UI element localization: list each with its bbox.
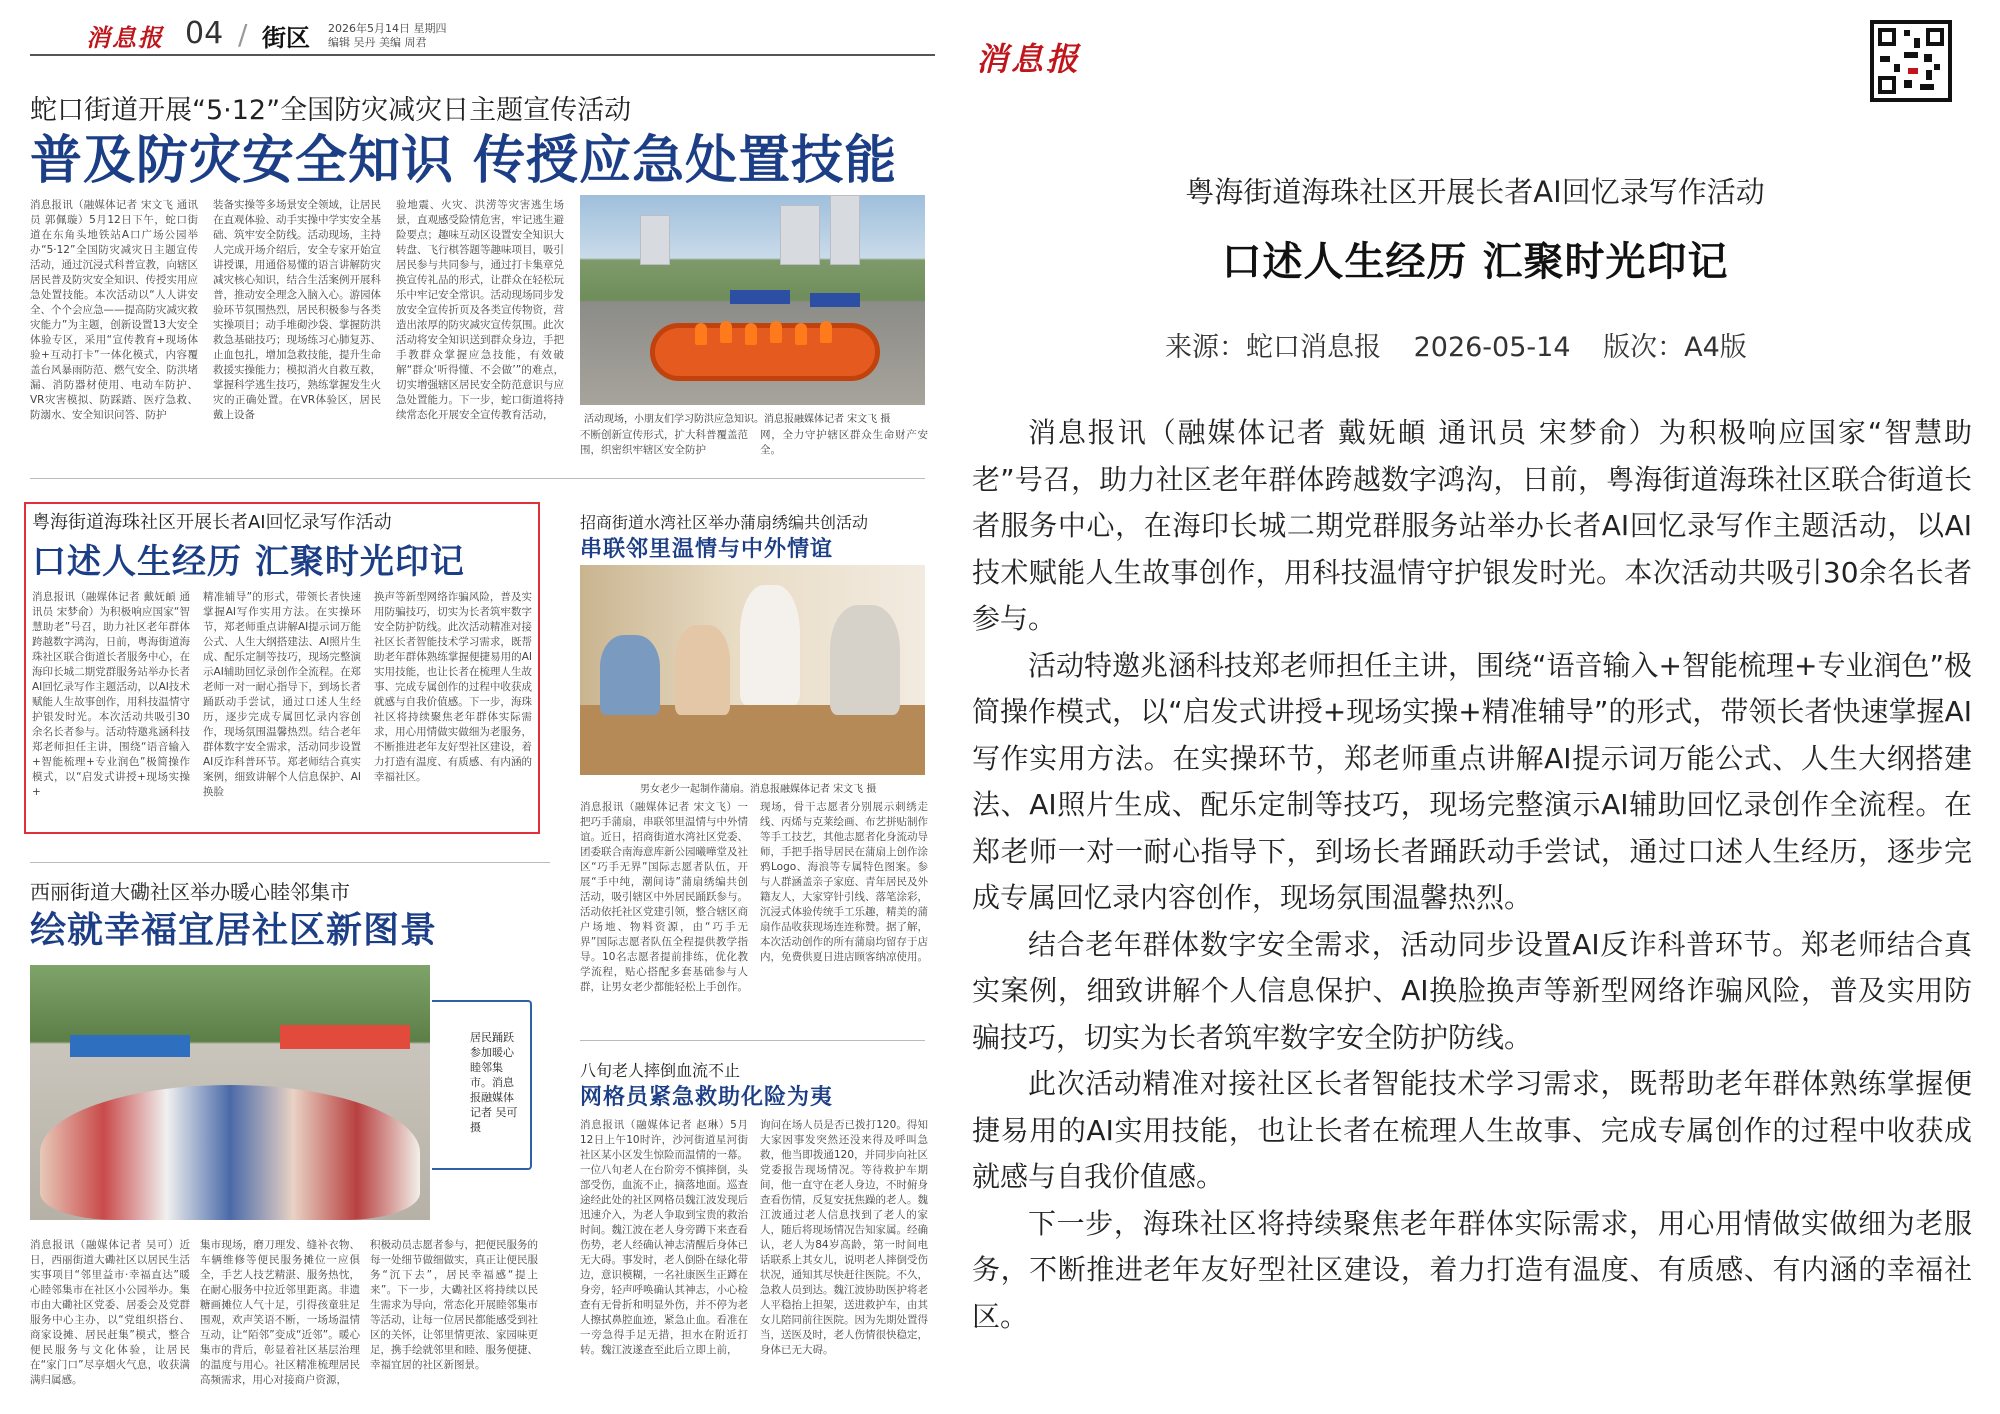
paper-logo: 消息报 (86, 23, 164, 52)
xili-photo-market[interactable] (30, 965, 430, 1220)
lead-column-3: 验地震、火灾、洪涝等灾害逃生场景，直观感受险情危害，牢记逃生避险要点；趣味互动区设置安全知识大转盘、飞行棋答题等趣味项目，吸引居民参与共同参与，通过打卡集章兑换宣传礼品的形式，让群众在轻松玩乐中牢记安全常识。活动现场同步发放安全宣传折页及各类宣传物资，营造出浓厚的防灾减灾宣传氛围。此次活动将安全知识送到群众身边，手把手教群众掌握应急技能，有效破解“群众‘听得懂、不会做’”的难点，切实增强辖区居民安全防范意识与应急处置能力。下一步，蛇口街道将持续常态化开展安全宣传教育活动， (396, 199, 564, 421)
elder-column-2: 询问在场人员是否已拨打120。得知大家因事发突然还没来得及呼叫急救，他当即拨通120，并同步向社区党委报告现场情况。等待救护车期间，他一直守在老人身边，不时俯身查看伤情，反复安抚焦躁的老人。魏江波通过老人信息找到了老人的家人，随后将现场情况告知家属。经确认，老人为84岁高龄，第一时间电话联系上其女儿，说明老人摔倒受伤状况，通知其尽快赶往医院。不久，急救人员到达。魏江波协助医护将老人平稳抬上担架，送进救护车，由其女儿陪同前往医院。因为先期处置得当，送医及时，老人伤情很快稳定，身体已无大碍。 (760, 1119, 928, 1356)
article-meta (1165, 325, 1771, 364)
qr-code-icon[interactable] (1870, 20, 1952, 102)
elder-headline[interactable]: 网格员紧急救助化险为夷 (580, 1084, 834, 1110)
section-name: 街区 (262, 23, 310, 52)
article-kicker: 粤海街道海珠社区开展长者AI回忆录写作活动 (1185, 175, 1765, 209)
fan-headline[interactable]: 串联邻里温情与中外情谊 (580, 536, 834, 562)
fan-kicker: 招商街道水湾社区举办蒲扇绣编共创活动 (580, 513, 869, 532)
article-paragraph: 下一步，海珠社区将持续聚焦老年群体实际需求，用心用情做实做细为老服务，不断推进老年友好型社区建设，着力打造有温度、有质感、有内涵的幸福社区。 (972, 1206, 1972, 1333)
article-body (972, 410, 1972, 1340)
fan-column-2: 现场，骨干志愿者分别展示刺绣走线、丙烯与克莱绘画、布艺拼贴制作等手工技艺，其他志愿者化身流动导师，手把手指导居民在蒲扇上创作涂鸦Logo、海浪等专属特色图案。参与人群涵盖亲子家庭、青年居民及外籍友人，大家穿针引线、落笔涂彩，沉浸式体验传统手工乐趣，精美的蒲扇作品收获现场连连称赞。据了解，本次活动创作的所有蒲扇均留存于店内，免费供夏日进店顾客纳凉使用。 (760, 801, 928, 963)
divider (580, 1040, 925, 1041)
issue-date: 2026年5月14日 星期四 (328, 22, 447, 35)
article-date: 2026-05-14 (1413, 332, 1571, 363)
lead-tail-1: 不断创新宣传形式，扩大科普覆盖范围，织密织牢辖区安全防护 (580, 429, 748, 456)
article-paragraph: 消息报讯（融媒体记者 戴妩頔 通讯员 宋梦俞）为积极响应国家“智慧助老”号召，助力社区老年群体跨越数字鸿沟，日前，粤海街道海珠社区联合街道长者服务中心，在海印长城二期党群服务站举办长者AI回忆录写作主题活动，以AI技术赋能人生故事创作，用科技温情守护银发时光。本次活动共吸引30余名长者参与。 (972, 416, 1972, 635)
xili-column-2: 集市现场，磨刀理发、缝补衣物、车辆维修等便民服务摊位一应俱全，手艺人技艺精湛、服务热忱，在耐心服务中拉近邻里距离。非遗糖画摊位人气十足，引得孩童驻足围观，欢声笑语不断，一场场温情互动，让“陌邻”变成“近邻”。暖心集市的背后，彰显着社区基层治理的温度与用心。社区精准梳理居民高频需求，用心对接商户资源， (200, 1239, 360, 1386)
lead-column-1: 消息报讯（融媒体记者 宋文飞 通讯员 郭佩璇）5月12日下午，蛇口街道在东角头地铁站A口广场公园举办“5·12”全国防灾减灾日主题宣传活动，通过沉浸式科普宣教，向辖区居民普及防灾安全知识、传授实用应急处置技能。本次活动以“人人讲安全、个个会应急——提高防灾减灾救灾能力”为主题，创新设置13大安全体验专区，采用“宣传教育+现场体验+互动打卡”一体化模式，内容覆盖台风暴雨防范、燃气安全、防洪堵漏、消防器材使用、电动车防护、VR灾害模拟、防踩踏、医疗急救、防溺水、安全知识问答、防护 (30, 199, 198, 421)
article-title: 口述人生经历 汇聚时光印记 (1221, 239, 1729, 285)
fan-column-1: 消息报讯（融媒体记者 宋文飞）一把巧手蒲扇，串联邻里温情与中外情谊。近日，招商街道水湾社区党委、团委联合南海意库新公园曦嘩堂及社区“巧手无界”国际志愿者队伍，开展“手中纯，潮间诗”蒲扇绣编共创活动，吸引辖区中外居民踊跃参与。活动依托社区党建引领，整合辖区商户场地、物料资源，由“巧手无界”国际志愿者队伍全程提供教学指导。10名志愿者提前排练，优化教学流程，贴心搭配多套基础参与人群，让男女老少都能轻松上手创作。 (580, 801, 748, 993)
issue-editors: 编辑 吴丹 美编 周君 (328, 36, 427, 49)
xili-photo-caption: 居民踊跃参加暖心睦邻集市。消息报融媒体记者 吴可 摄 (470, 1031, 518, 1134)
page-masthead (30, 16, 935, 56)
fan-photo-workshop[interactable] (580, 565, 925, 775)
fan-photo-caption: 男女老少一起制作蒲扇。消息报融媒体记者 宋文飞 摄 (640, 784, 877, 795)
article-paragraph: 结合老年群体数字安全需求，活动同步设置AI反诈科普环节。郑老师结合真实案例，细致讲解个人信息保护、AI换脸换声等新型网络诈骗风险，普及实用防骗技巧，切实为长者筑牢数字安全防护防线。 (972, 927, 1972, 1054)
xili-headline[interactable]: 绘就幸福宜居社区新图景 (30, 909, 438, 951)
divider (30, 862, 550, 863)
lead-headline[interactable]: 普及防灾安全知识 传授应急处置技能 (30, 130, 898, 191)
page-number: 04 (185, 16, 224, 51)
boxed-column-1: 消息报讯（融媒体记者 戴妩頔 通讯员 宋梦俞）为积极响应国家“智慧助老”号召，助力社区老年群体跨越数字鸿沟，日前，粤海街道海珠社区联合街道长者服务中心，在海印长城二期党群服务站举办长者AI回忆录写作主题活动，以AI技术赋能人生故事创作，用科技温情守护银发时光。本次活动共吸引30余名长者参与。活动特邀兆涵科技郑老师担任主讲，围绕“语音输入+智能梳理+专业润色”极简操作模式，以“启发式讲授+现场实操+ (32, 591, 190, 798)
article-paragraph: 此次活动精准对接社区长者智能技术学习需求，既帮助老年群体熟练掌握便捷易用的AI实用技能，也让长者在梳理人生故事、完成专属创作的过程中收获成就感与自我价值感。 (972, 1067, 1972, 1193)
masthead-date (328, 22, 447, 50)
boxed-column-3: 换声等新型网络诈骗风险，普及实用防骗技巧，切实为长者筑牢数字安全防护防线。此次活动精准对接社区长者智能技术学习需求，既帮助老年群体熟练掌握便捷易用的AI实用技能，也让长者在梳理人生故事、完成专属创作的过程中收获成就感与自我价值感。下一步，海珠社区将持续聚焦老年群体实际需求，用心用情做实做细为老服务，不断推进老年友好型社区建设，着力打造有温度、有质感、有内涵的幸福社区。 (374, 591, 532, 783)
xili-column-3: 积极动员志愿者参与，把便民服务的每一处细节做细做实，真正让便民服务“沉下去”，居民幸福感“提上来”。下一步，大磡社区将持续以民生需求为导向，常态化开展睦邻集市等活动，让每一位居民都能感受到社区的关怀，让邻里情更浓、家园味更足，携手绘就邻里和睦、服务便捷、幸福宜居的社区新图景。 (370, 1239, 538, 1371)
article-view (950, 0, 2000, 1414)
boxed-headline[interactable]: 口述人生经历 汇聚时光印记 (32, 542, 465, 582)
lead-photo-rescue-boat[interactable] (580, 195, 925, 405)
boxed-column-2: 精准辅导”的形式，带领长者快速掌握AI写作实用方法。在实操环节，郑老师重点讲解AI提示词万能公式、人生大纲搭建法、AI照片生成、配乐定制等技巧，现场完整演示AI辅助回忆录创作全流程。在郑老师一对一耐心指导下，到场长者踊跃动手尝试，通过口述人生经历，逐步完成专属回忆录内容创作，现场氛围温馨热烈。结合老年群体数字安全需求，活动同步设置AI反诈科普环节。郑老师结合真实案例，细致讲解个人信息保护、AI换脸 (203, 591, 361, 798)
article-edition: 版次：A4版 (1603, 332, 1747, 363)
article-logo: 消息报 (976, 40, 1082, 78)
xili-column-1: 消息报讯（融媒体记者 吴可）近日，西丽街道大磡社区以居民生活实事项目“邻里益市·幸福直达”暖心睦邻集市在社区小公园举办。集市由大磡社区党委、居委会及党群服务中心主办，以“党组织搭台、商家设摊、居民赶集”模式，整合便民服务与文化体验，让居民在“家门口”尽享烟火气息，收获满满归属感。 (30, 1239, 190, 1386)
article-paragraph: 活动特邀兆涵科技郑老师担任主讲，围绕“语音输入+智能梳理+专业润色”极简操作模式，以“启发式讲授+现场实操+精准辅导”的形式，带领长者快速掌握AI写作实用方法。在实操环节，郑老师重点讲解AI提示词万能公式、人生大纲搭建法、AI照片生成、配乐定制等技巧，现场完整演示AI辅助回忆录创作全流程。在郑老师一对一耐心指导下，到场长者踊跃动手尝试，通过口述人生经历，逐步完成专属回忆录内容创作，现场氛围温馨热烈。 (972, 648, 1972, 914)
divider (30, 478, 925, 479)
lead-tail-2: 网，全力守护辖区群众生命财产安全。 (760, 429, 928, 456)
lead-kicker: 蛇口街道开展“5·12”全国防灾减灾日主题宣传活动 (30, 95, 632, 126)
lead-column-2: 装备实操等多场景安全领域，让居民在直观体验、动手实操中学实安全基础、筑牢安全防线。活动现场，主持人完成开场介绍后，安全专家开始宣讲授课，用通俗易懂的语言讲解防灾减灾核心知识，结合生活案例开展科普，推动安全理念入脑入心。游园体验环节氛围热烈，居民积极参与各类实操项目；动手堆砌沙袋、掌握防洪救急基础技巧；现场练习心肺复苏、止血包扎，增加急救技能，提升生命救援实操能力；模拟消火自救互救，掌握科学逃生技巧，熟练掌握发生火灾的正确处置。在VR体验区，居民戴上设备 (213, 199, 381, 421)
newspaper-page (0, 0, 950, 1414)
masthead-divider: / (238, 18, 248, 51)
xili-kicker: 西丽街道大磡社区举办暖心睦邻集市 (30, 880, 350, 904)
article-source: 来源：蛇口消息报 (1165, 332, 1381, 363)
boxed-kicker: 粤海街道海珠社区开展长者AI回忆录写作活动 (32, 512, 392, 533)
elder-column-1: 消息报讯（融媒体记者 赵琳）5月12日上午10时许，沙河街道星河街社区某小区发生惊险而温情的一幕。一位八旬老人在台阶旁不慎摔倒，头部受伤，血流不止，摘落地面。巡查途经此处的社区网格员魏江波发现后迅速介入，为老人争取到宝贵的救治时间。魏江波在老人身旁蹲下来查看伤势，老人经确认神志清醒后身体已无大碍。事发时，老人倒卧在绿化带边，意识模糊，一名社康医生正蹲在身旁，轻声呼唤确认其神志，小心检查有无骨折和明显外伤，并不停为老人擦拭鼻腔血迹，紧急止血。看准在一旁急得手足无措，担水在附近打转。魏江波遂查至此后立即上前， (580, 1119, 748, 1356)
lead-photo-caption: 活动现场，小朋友们学习防洪应急知识。消息报融媒体记者 宋文飞 摄 (584, 414, 891, 425)
elder-kicker: 八旬老人摔倒血流不止 (580, 1061, 741, 1080)
